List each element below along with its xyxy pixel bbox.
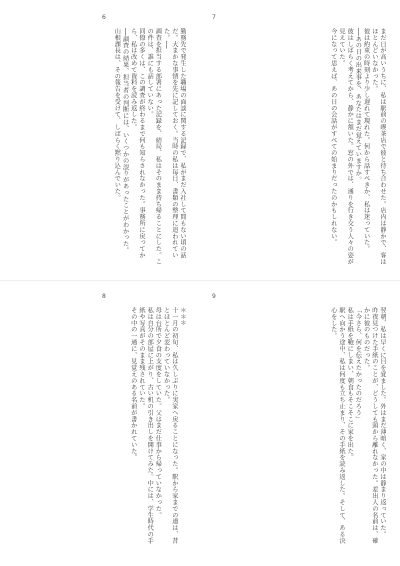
page-9 bbox=[206, 293, 392, 548]
page-body-text: 勤務先で発生した職場の面談に関する記録で、私がまだ入社して間もない頃の話だ。大まかな事情を先に記しておく。当時の私は毎日、書類の整理に追われていた。── 調査を担当する部署にあった記録を、結局、私はそのまま持ち帰ることにした。この件は、誰にも話していない。 同僚の多くは、この調査が終わるまで何も知らされなかった。事務所に戻ってから、私は改めて資料を読み返した。 ──調査の結果、担当者の判断には、いくつかの誤りがあったことがわかった。 山根課長は、その報告を受けて、しばらく黙り込んでいた。 bbox=[113, 28, 186, 265]
page-8 bbox=[6, 293, 192, 548]
page-body-text: 翌朝、私は早くに目を覚ました。外はまだ薄暗く、家の中は静まり返っていた。 昨夜見つけた手紙のことが、どうしても頭から離れなかった。差出人の名前は、確かに彼のものだった。 「今さら、何を伝えたかったのだろう」 私は手紙を鞄にしまい、朝食もそこそこに家を出た。 駅へ向かう途中、私は何度も立ち止まり、その手紙を読み返した。そして、ある決心をした。 bbox=[329, 307, 386, 544]
page-number: 6 bbox=[102, 14, 106, 21]
page-body-text: まだ日が高いうちに、私は駅前の喫茶店で彼と待ち合わせた。店内は静かで、客はほとんどいなかった。 彼は約束の時刻より少し遅れて現れた。何から話すべきか、私は迷っていた。 ──あの日の出来事を、あなたはまだ覚えていますか。 彼はしばらく考えてから、静かに頷いた。窓の外では、通りを行き交う人々の姿が見えていた。 今になって思えば、あの日の会話がすべての始まりだったのかもしれない。 bbox=[329, 28, 386, 265]
spread-divider bbox=[0, 280, 400, 281]
page-number: 9 bbox=[212, 293, 216, 300]
page-7 bbox=[206, 14, 392, 269]
page-number: 7 bbox=[212, 14, 216, 21]
page-6 bbox=[6, 14, 192, 269]
page-body-text: ＊＊＊ 十一月の初旬、私は久しぶりに実家へ戻ることになった。駅から家までの道は、昔とほとんど変わっていなかった。 母は台所で夕食の支度をしていた。父はまだ仕事から帰っていなかった。 私は自分の部屋に上がり、古い机の引き出しを開けてみた。中には、学生時代の手紙や写真がそのまま残されていた。 その中の一通に、見覚えのある名前が書かれていた。 bbox=[129, 307, 186, 544]
page-number: 8 bbox=[102, 293, 106, 300]
